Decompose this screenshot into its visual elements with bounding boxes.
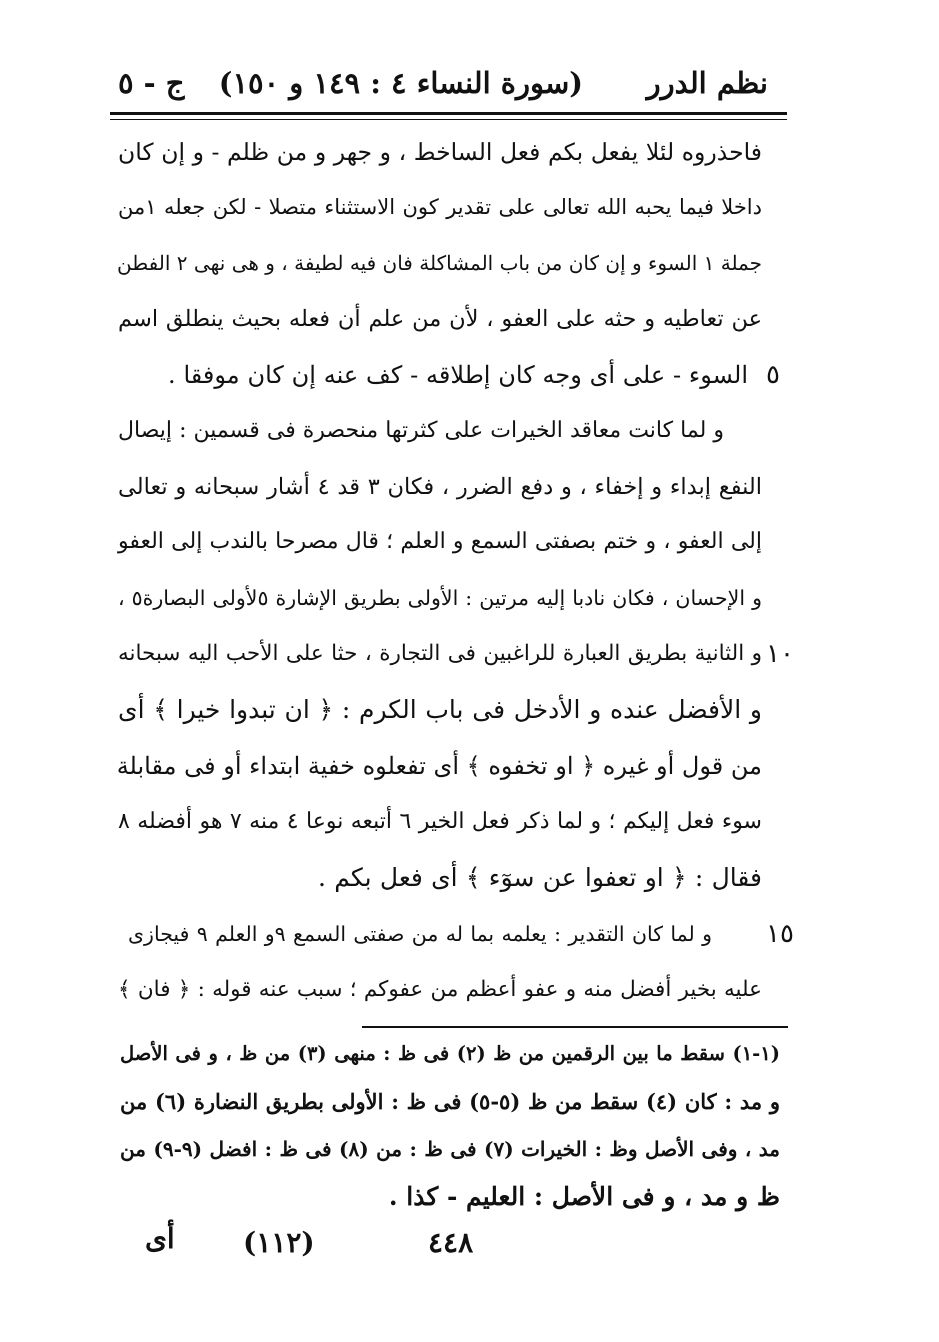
page-number: ٤٤٨ [428, 1226, 474, 1259]
catchword: أى [145, 1222, 175, 1255]
footnote-line: ظ و مد ، و فى الأصل : العليم - كذا . [388, 1182, 780, 1211]
text-line: و الإحسان ، فكان نادبا إليه مرتين : الأولى بطريق الإشارة ٥لأولى البصارة٥ ، [118, 586, 762, 610]
text-line: جملة ١ السوء و إن كان من باب المشاكلة فان فيه لطيفة ، و هى نهى ٢ الفطن [117, 251, 762, 275]
text-line: و لما كان التقدير : يعلمه بما له من صفتى السمع ٩و العلم ٩ فيجازى [128, 922, 712, 946]
footnote-line: (١-١) سقط ما بين الرقمين من ظ (٢) فى ظ : منهى (٣) من ظ ، و فى الأصل [120, 1042, 780, 1065]
text-line: عن تعاطيه و حثه على العفو ، لأن من علم أن فعله بحيث ينطلق اسم [118, 306, 762, 332]
line-number: ١٠ [766, 639, 794, 669]
text-line: فاحذروه لئلا يفعل بكم فعل الساخط ، و جهر و من ظلم - و إن كان [118, 138, 762, 166]
footnote-line: مد ، وفى الأصل وظ : الخيرات (٧) فى ظ : من (٨) فى ظ : افضل (٩-٩) من [120, 1137, 780, 1161]
sheet-number: (١١٢) [243, 1226, 315, 1259]
text-line: عليه بخير أفضل منه و عفو أعظم من عفوكم ؛ سبب عنه قوله : ﴿ فان ﴾ [118, 977, 762, 1002]
running-header [118, 58, 768, 108]
text-line: و الأفضل عنده و الأدخل فى باب الكرم : ﴿ ان تبدوا خيرا ﴾ أى [118, 695, 762, 724]
footnote-line: و مد : كان (٤) سقط من ظ (٥-٥) فى ظ : الأولى بطريق النضارة (٦) من [120, 1089, 780, 1114]
book-title: نظم الدرر [646, 66, 768, 100]
text-line: إلى العفو ، و ختم بصفتى السمع و العلم ؛ قال مصرحا بالندب إلى العفو [118, 529, 762, 554]
text-line: و الثانية بطريق العبارة للراغبين فى التجارة ، حثا على الأحب اليه سبحانه [118, 641, 762, 666]
volume-label: ج - ٥ [118, 66, 185, 100]
header-rule-thin [110, 119, 787, 120]
text-line: سوء فعل إليكم ؛ و لما ذكر فعل الخير ٦ أتبعه نوعا ٤ منه ٧ هو أفضله ٨ [118, 809, 762, 834]
footnote-rule [362, 1026, 788, 1028]
header-rule [110, 112, 787, 115]
text-line: من قول أو غيره ﴿ او تخفوه ﴾ أى تفعلوه خفية ابتداء أو فى مقابلة [116, 752, 762, 780]
text-line: و لما كانت معاقد الخيرات على كثرتها منحصرة فى قسمين : إيصال [118, 418, 724, 443]
text-line: فقال : ﴿ او تعفوا عن سوٓء ﴾ أى فعل بكم . [318, 863, 762, 892]
surah-reference: (سورة النساء ٤ : ١٤٩ و ١٥٠) [218, 66, 583, 100]
line-number: ١٥ [766, 919, 794, 949]
text-line: النفع إبداء و إخفاء ، و دفع الضرر ، فكان ٣ قد ٤ أشار سبحانه و تعالى [118, 474, 762, 500]
text-line: السوء - على أى وجه كان إطلاقه - كف عنه إن كان موفقا . [168, 361, 748, 389]
text-line: داخلا فيما يحبه الله تعالى على تقدير كون الاستثناء متصلا - لكن جعله ١من [118, 195, 762, 219]
line-number: ٥ [766, 360, 780, 390]
